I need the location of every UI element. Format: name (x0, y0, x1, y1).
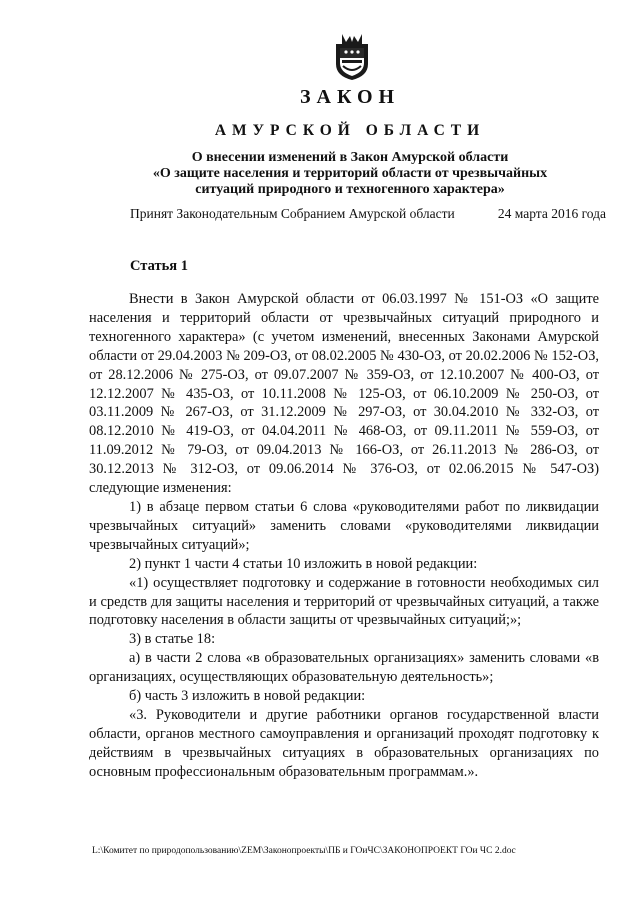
adopted-by: Принят Законодательным Собранием Амурской области (130, 206, 455, 221)
coat-of-arms-icon (328, 30, 376, 82)
subject-line: ситуаций природного и техногенного характера» (195, 182, 505, 197)
paragraph: «3. Руководители и другие работники органов государственной власти области, органов местного самоуправления и организаций проходят подготовку к действиям в чрезвычайных ситуациях в образовательных организациях по основным профессиональным образовательным программам.». (89, 706, 599, 780)
paragraph: 1) в абзаце первом статьи 6 слова «руководителями работ по ликвидации чрезвычайных ситуаций» заменить словами «руководителями ликвидации чрезвычайных ситуаций»; (89, 498, 599, 553)
subject-line: О внесении изменений в Закон Амурской области (191, 150, 509, 165)
law-title: ЗАКОН (299, 86, 401, 108)
paragraph: 3) в статье 18: (129, 631, 216, 648)
paragraph: «1) осуществляет подготовку и содержание в готовности необходимых сил и средств для защиты населения и территорий от чрезвычайных ситуаций, а также подготовку населения в области защиты от чрезвычайных ситуаций;»; (89, 574, 599, 629)
paragraph: а) в части 2 слова «в образовательных организациях» заменить словами «в организациях, осуществляющих образовательную деятельность»; (89, 650, 599, 686)
file-path-footer: L:\Комитет по природопользованию\ZEM\Законопроекты\ПБ и ГОиЧС\ЗАКОНОПРОЕКТ ГОи ЧС 2.doc (92, 846, 516, 856)
law-subject (120, 150, 580, 198)
paragraph: Внести в Закон Амурской области от 06.03.1997 № 151-ОЗ «О защите населения и территорий области от чрезвычайных ситуаций природного и техногенного характера» (с учетом изменений, внесенных Законами Амурской области от 29.04.2003 № 209-ОЗ, от 08.02.2005 № 430-ОЗ, от 20.02.2006 № 152-ОЗ, от 28.12.2006 № 275-ОЗ, от 09.07.2007 № 359-ОЗ, от 12.10.2007 № 400-ОЗ, от 12.12.2007 № 435-ОЗ, от 10.11.2008 № 125-ОЗ, от 06.10.2009 № 250-ОЗ, от 03.11.2009 № 267-ОЗ, от 31.12.2009 № 297-ОЗ, от 30.04.2010 № 332-ОЗ, от 08.12.2010 № 419-ОЗ, от 04.04.2011 № 468-ОЗ, от 09.11.2011 № 559-ОЗ, от 11.09.2012 № 79-ОЗ, от 09.04.2013 № 166-ОЗ, от 26.11.2013 № 286-ОЗ, от 30.12.2013 № 312-ОЗ, от 09.06.2014 № 376-ОЗ, от 02.06.2015 № 547-ОЗ) следующие изменения: (89, 291, 599, 497)
paragraph: б) часть 3 изложить в новой редакции: (129, 688, 366, 705)
adoption-line (130, 206, 606, 222)
article-body (89, 290, 599, 782)
subject-line: «О защите населения и территорий области от чрезвычайных (152, 166, 548, 181)
paragraph: 2) пункт 1 части 4 статьи 10 изложить в новой редакции: (129, 555, 478, 572)
article-heading: Статья 1 (130, 258, 188, 274)
adopted-date: 24 марта 2016 года (497, 206, 606, 221)
region-name: АМУРСКОЙ ОБЛАСТИ (214, 122, 486, 139)
